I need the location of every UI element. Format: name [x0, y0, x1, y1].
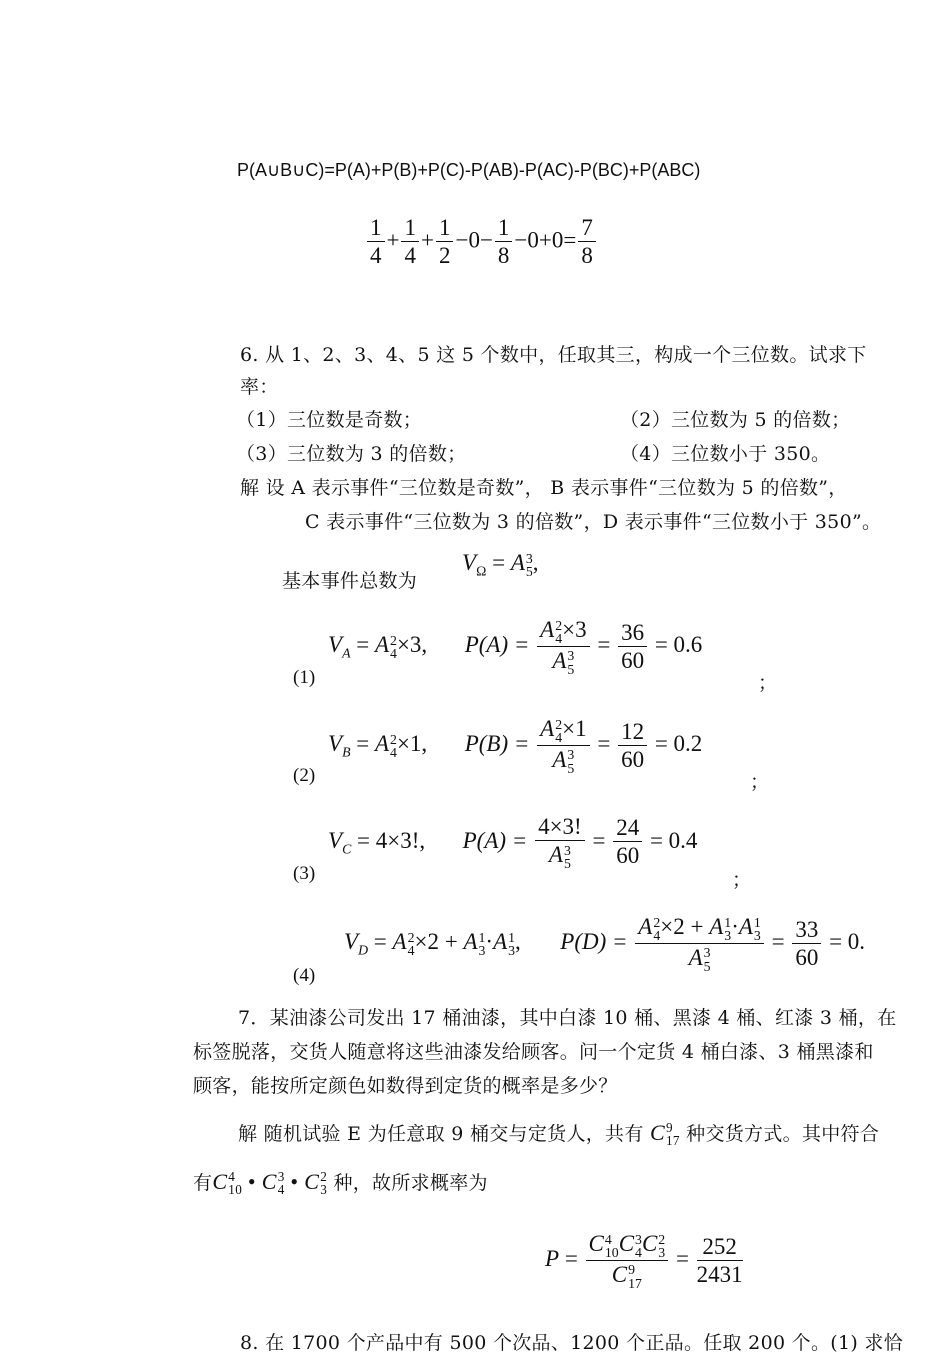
part-4-formula: $V_D = A$ 2 4 ×2 + A 1 3 ·A 1 3 , P(D) = A 2 4 ×2 + A 1 3 ·A 1 3 A 3 5 = $\frac{33}{60}$ = 0.: [344, 914, 866, 974]
q6-line1: 6. 从 1、2、3、4、5 这 5 个数中，任取其三，构成一个三位数。试求下: [240, 344, 867, 366]
part-3-semicolon: ；: [732, 869, 752, 891]
fraction: $\frac{7}{8}$: [578, 216, 596, 268]
q7-solution-line1: 解 随机试验 E 为任意取 9 桶交与定货人，共有 C 9 17 种交货方式。其中符合: [238, 1120, 880, 1148]
q8-line1: 8. 在 1700 个产品中有 500 个次品、1200 个正品。任取 200 个。(1) 求恰: [240, 1332, 904, 1354]
q6-option-2: （2）三位数为 5 的倍数；: [620, 409, 851, 431]
part-1-semicolon: ；: [758, 672, 778, 694]
fraction: $\frac{1}{4}$: [367, 216, 385, 268]
part-2-formula: $V_B = A$ 2 4 ×1, P(B) = A 2 4 ×1 A 3 5 = $\frac{12}{60}$ = 0.2: [328, 716, 703, 776]
fraction: $\frac{1}{8}$: [495, 216, 513, 268]
q6-option-1: （1）三位数是奇数；: [236, 409, 423, 431]
part-2-label: (2): [293, 765, 316, 786]
q7-solution-line2: 有C 4 10 • C 3 4 • C 2 3 种，故所求概率为: [193, 1169, 488, 1197]
total-events-formula: $V_\Omega = A$ 3 5 ,: [462, 550, 539, 579]
part-2-semicolon: ；: [750, 771, 770, 793]
q7-line1: 7．某油漆公司发出 17 桶油漆，其中白漆 10 桶、黑漆 4 桶、红漆 3 桶，在: [238, 1007, 897, 1029]
q7-probability-formula: P = C 4 10 C 3 4 C 2 3 C 9 17 = $\frac{252}{2431}$: [545, 1231, 743, 1291]
part-3-formula: $V_C = 4\times 3$!, P(A) = 4×3! A 3 5 = $\frac{24}{60}$ = 0.4: [328, 814, 698, 871]
part-1-label: (1): [293, 667, 316, 688]
q6-solution-line1: 解 设 A 表示事件“三位数是奇数”， B 表示事件“三位数为 5 的倍数”，: [240, 477, 848, 499]
union-formula: P(A∪B∪C)=P(A)+P(B)+P(C)-P(AB)-P(AC)-P(BC)+P(ABC): [237, 160, 701, 180]
union-calculation: $\frac{1}{4}$ + $\frac{1}{4}$ + $\frac{1}{2}$ −0− $\frac{1}{8}$ −0+0= $\frac{7}{8}$: [365, 216, 598, 268]
part-4-label: (4): [293, 965, 316, 986]
q7-line3: 顾客，能按所定颜色如数得到定货的概率是多少？: [193, 1075, 618, 1097]
q6-solution-line2: C 表示事件“三位数为 3 的倍数”，D 表示事件“三位数小于 350”。: [305, 511, 882, 533]
q7-line2: 标签脱落，交货人随意将这些油漆发给顾客。问一个定货 4 桶白漆、3 桶黑漆和: [193, 1041, 874, 1063]
q6-option-3: （3）三位数为 3 的倍数；: [236, 443, 467, 465]
q6-option-4: （4）三位数小于 350。: [620, 443, 831, 465]
part-1-formula: $V_A = A$ 2 4 ×3, P(A) = A 2 4 ×3 A 3 5 = $\frac{36}{60}$ = 0.6: [328, 617, 703, 677]
fraction: $\frac{1}{2}$: [436, 216, 454, 268]
q6-line2: 率：: [240, 376, 279, 398]
part-3-label: (3): [293, 863, 316, 884]
total-events-label: 基本事件总数为: [282, 570, 418, 592]
fraction: $\frac{1}{4}$: [401, 216, 419, 268]
